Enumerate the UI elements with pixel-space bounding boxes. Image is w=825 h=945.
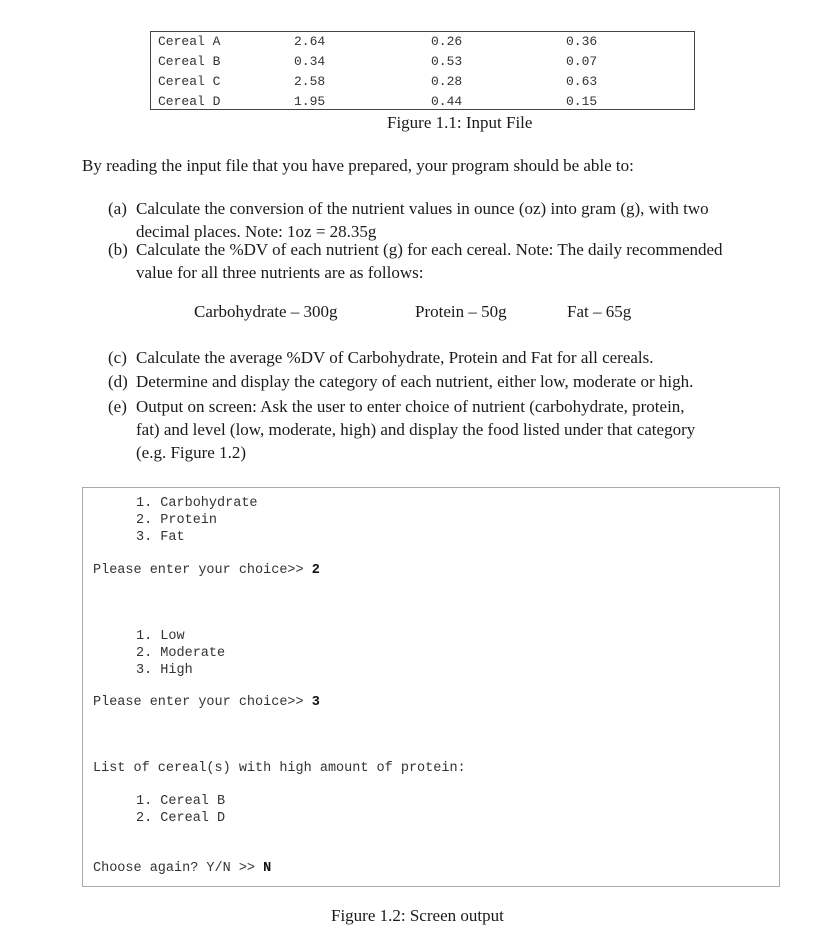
table-row	[150, 54, 695, 74]
task-label: (d)	[108, 372, 128, 391]
prompt-text: Please enter your choice>>	[93, 563, 312, 578]
carb-value: 2.64	[294, 34, 326, 49]
task-label: (e)	[108, 397, 127, 416]
menu-item: 2. Moderate	[136, 646, 226, 661]
protein-value: 0.26	[431, 34, 463, 49]
nutrient-carb-dv: Carbohydrate – 300g	[194, 302, 338, 321]
figure-1-1-caption: Figure 1.1: Input File	[387, 113, 533, 132]
table-row	[150, 34, 695, 54]
task-text-line: (e.g. Figure 1.2)	[136, 443, 247, 462]
task-label: (a)	[108, 199, 127, 218]
prompt-text: Please enter your choice>>	[93, 695, 312, 710]
carb-value: 2.58	[294, 74, 326, 89]
protein-value: 0.53	[431, 54, 463, 69]
menu-item: 1. Carbohydrate	[136, 496, 258, 511]
task-text-line: Output on screen: Ask the user to enter choice of nutrient (carbohydrate, protein,	[136, 397, 685, 416]
choose-again-prompt	[93, 861, 271, 876]
result-item: 2. Cereal D	[136, 811, 226, 826]
cereal-name: Cereal C	[158, 74, 221, 89]
nutrient-fat-dv: Fat – 65g	[567, 302, 632, 321]
table-row	[150, 94, 695, 114]
result-heading: List of cereal(s) with high amount of protein:	[93, 761, 466, 776]
figure-1-2-caption: Figure 1.2: Screen output	[331, 906, 504, 925]
menu-item: 2. Protein	[136, 513, 218, 528]
prompt-text: Choose again? Y/N >>	[93, 861, 264, 876]
intro-paragraph: By reading the input file that you have prepared, your program should be able to:	[82, 156, 634, 175]
table-row	[150, 74, 695, 94]
menu-item: 1. Low	[136, 629, 185, 644]
screen-output-box	[82, 487, 780, 887]
task-text-line: Calculate the conversion of the nutrient values in ounce (oz) into gram (g), with two	[136, 199, 709, 218]
task-label: (b)	[108, 240, 128, 259]
task-text-line: Calculate the average %DV of Carbohydrate, Protein and Fat for all cereals.	[136, 348, 654, 367]
task-text-line: decimal places. Note: 1oz = 28.35g	[136, 222, 377, 241]
protein-value: 0.44	[431, 94, 463, 109]
user-answer: 2	[311, 563, 320, 578]
cereal-name: Cereal B	[158, 54, 221, 69]
task-text-line: Determine and display the category of each nutrient, either low, moderate or high.	[136, 372, 694, 391]
cereal-name: Cereal A	[158, 34, 221, 49]
carb-value: 1.95	[294, 94, 326, 109]
protein-value: 0.28	[431, 74, 463, 89]
result-item: 1. Cereal B	[136, 794, 226, 809]
fat-value: 0.07	[566, 54, 598, 69]
fat-value: 0.36	[566, 34, 598, 49]
task-text-line: Calculate the %DV of each nutrient (g) for each cereal. Note: The daily recommended	[136, 240, 723, 259]
fat-value: 0.15	[566, 94, 598, 109]
carb-value: 0.34	[294, 54, 326, 69]
nutrient-protein-dv: Protein – 50g	[415, 302, 507, 321]
user-answer: N	[263, 861, 272, 876]
task-text-line: value for all three nutrients are as follows:	[136, 263, 424, 282]
input-file-table	[150, 31, 695, 110]
task-text-line: fat) and level (low, moderate, high) and display the food listed under that category	[136, 420, 696, 439]
menu-item: 3. High	[136, 663, 193, 678]
cereal-name: Cereal D	[158, 94, 221, 109]
menu-item: 3. Fat	[136, 530, 185, 545]
level-choice-prompt	[93, 695, 320, 710]
fat-value: 0.63	[566, 74, 598, 89]
user-answer: 3	[311, 695, 320, 710]
nutrient-choice-prompt	[93, 563, 320, 578]
task-label: (c)	[108, 348, 127, 367]
